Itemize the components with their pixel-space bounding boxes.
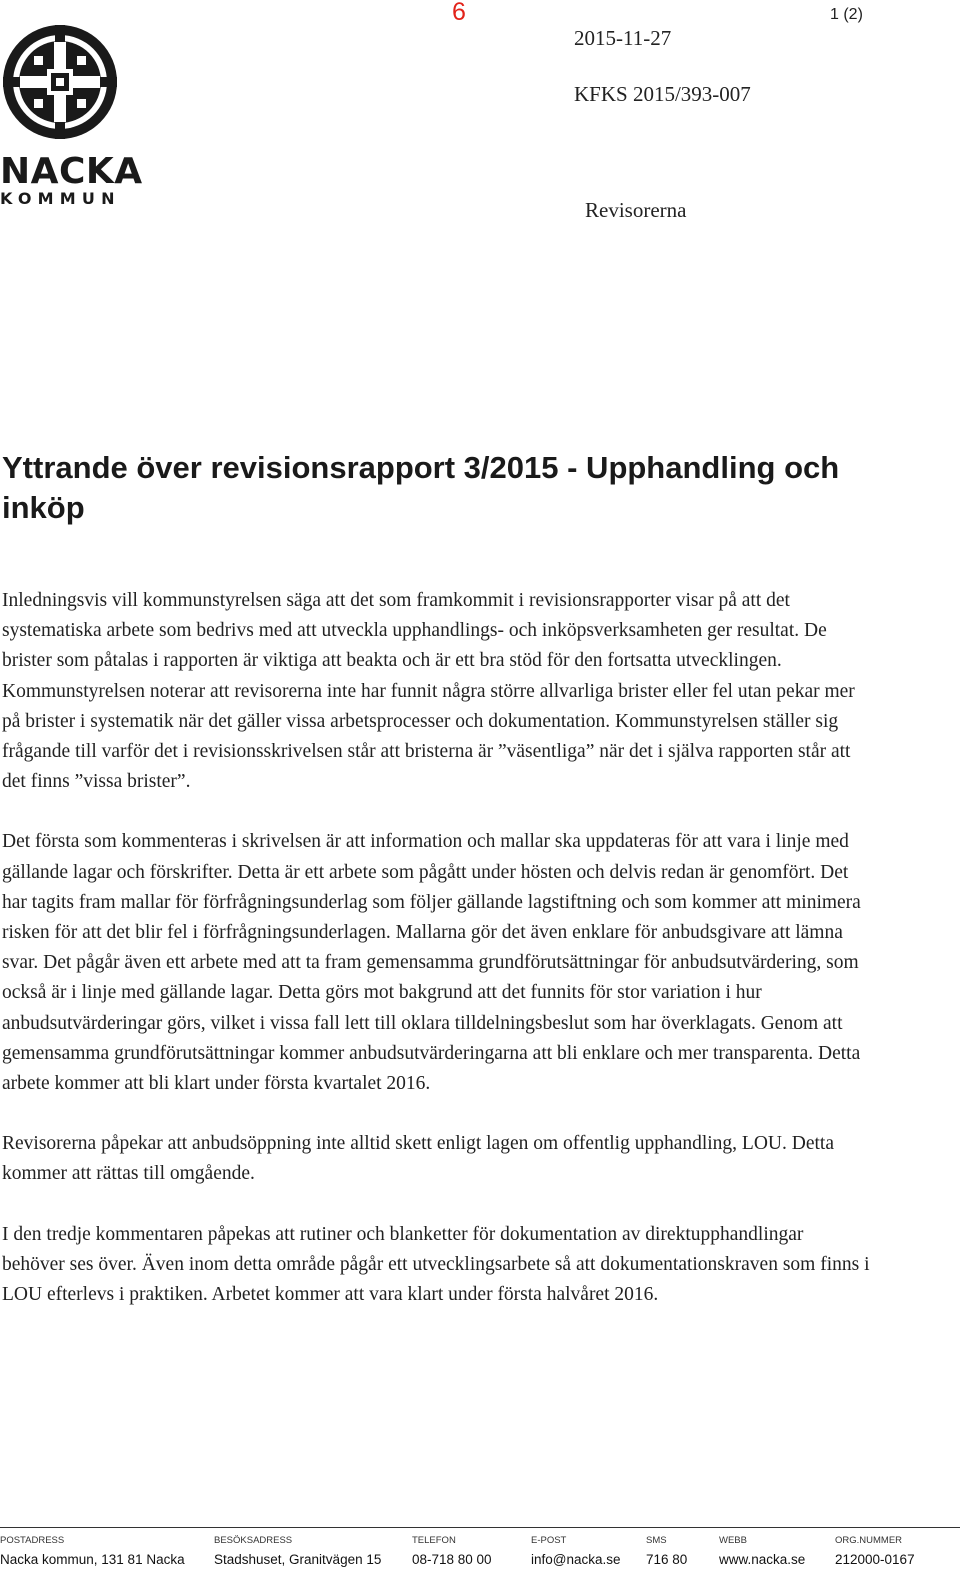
document-date: 2015-11-27 <box>574 26 672 50</box>
footer-value: 212000-0167 <box>835 1552 915 1567</box>
footer-visit-address <box>214 1535 381 1569</box>
footer-value: 08-718 80 00 <box>412 1552 492 1567</box>
nacka-logo <box>0 22 143 208</box>
footer-org-number <box>835 1535 915 1569</box>
footer-label: ORG.NUMMER <box>835 1535 903 1546</box>
paragraph: Inledningsvis vill kommunstyrelsen säga att det som framkommit i revisionsrapporter visar på att det systematiska arbete som bedrivs med att utveckla upphandlings- och inköpsverksamheten ger resultat. De brister som påtalas i rapporten är viktiga att beakta och är ett bra stöd för den fortsatta utvecklingen. Kommunstyrelsen noterar att revisorerna inte har funnit några större allvarliga brister eller fel utan pekar mer på brister i systematik när det gäller vissa arbetsprocesser och dokumentation. Kommunstyrelsen ställer sig frågande till varför det i revisionsskrivelsen står att bristerna är ”väsentliga” när det i själva rapporten står att det finns ”vissa brister”. <box>2 590 855 793</box>
footer-email <box>531 1535 621 1569</box>
footer-phone <box>412 1535 492 1569</box>
logo-subtitle: KOMMUN <box>0 189 121 208</box>
footer-value: www.nacka.se <box>719 1552 806 1567</box>
page-mark: 6 <box>452 0 466 26</box>
footer-value: 716 80 <box>646 1552 688 1567</box>
footer-label: WEBB <box>719 1535 747 1546</box>
logo-wordmark: NACKA <box>0 151 143 192</box>
footer-value: Nacka kommun, 131 81 Nacka <box>0 1552 185 1567</box>
document-body <box>2 586 870 1340</box>
footer-postal-address <box>0 1535 185 1569</box>
nacka-emblem-icon <box>0 22 120 142</box>
footer-label: E-POST <box>531 1535 567 1546</box>
page-counter: 1 (2) <box>830 6 863 23</box>
footer-label: BESÖKSADRESS <box>214 1535 293 1546</box>
footer-label: SMS <box>646 1535 667 1546</box>
footer-label: POSTADRESS <box>0 1535 65 1546</box>
recipient: Revisorerna <box>585 198 687 222</box>
footer-sms <box>646 1535 687 1569</box>
paragraph: Revisorerna påpekar att anbudsöppning inte alltid skett enligt lagen om offentlig upphandling, LOU. Detta kommer att rättas till omgående. <box>2 1133 834 1185</box>
document-reference: KFKS 2015/393-007 <box>574 82 751 106</box>
footer-label: TELEFON <box>412 1535 456 1546</box>
footer-web <box>719 1535 805 1569</box>
paragraph: I den tredje kommentaren påpekas att rutiner och blanketter för dokumentation av direktupphandlingar behöver ses över. Även inom detta område pågår ett utvecklingsarbete så att dokumentationskraven som finns i LOU efterlevs i praktiken. Arbetet kommer att vara klart under första halvåret 2016. <box>2 1223 870 1306</box>
footer-value: info@nacka.se <box>531 1552 621 1567</box>
footer-value: Stadshuset, Granitvägen 15 <box>214 1552 382 1567</box>
document-title: Yttrande över revisionsrapport 3/2015 - Upphandling och inköp <box>2 450 840 525</box>
paragraph: Det första som kommenteras i skrivelsen är att information och mallar ska uppdateras för att vara i linje med gällande lagar och förskrifter. Detta är ett arbete som pågått under hösten och delvis redan är genomfört. Det har tagits fram mallar för förfrågningsunderlag som följer gällande lagstiftning och som kommer att minimera risken för att det blir fel i förfrågningsunderlagen. Mallarna gör det även enklare för anbudsgivare att lämna svar. Det pågår även ett arbete med att ta fram gemensamma grundförutsättningar för anbudsutvärdering, som också är i linje med gällande lagar. Detta görs mot bakgrund att det funnits för stor variation i hur anbudsutvärderingar görs, vilket i vissa fall lett till oklara tilldelningsbeslut som har överklagats. Genom att gemensamma grundförutsättningar kommer anbudsutvärderingarna att bli enklare och mer transparenta. Detta arbete kommer att bli klart under första kvartalet 2016. <box>2 831 861 1095</box>
footer-divider <box>0 1527 960 1528</box>
